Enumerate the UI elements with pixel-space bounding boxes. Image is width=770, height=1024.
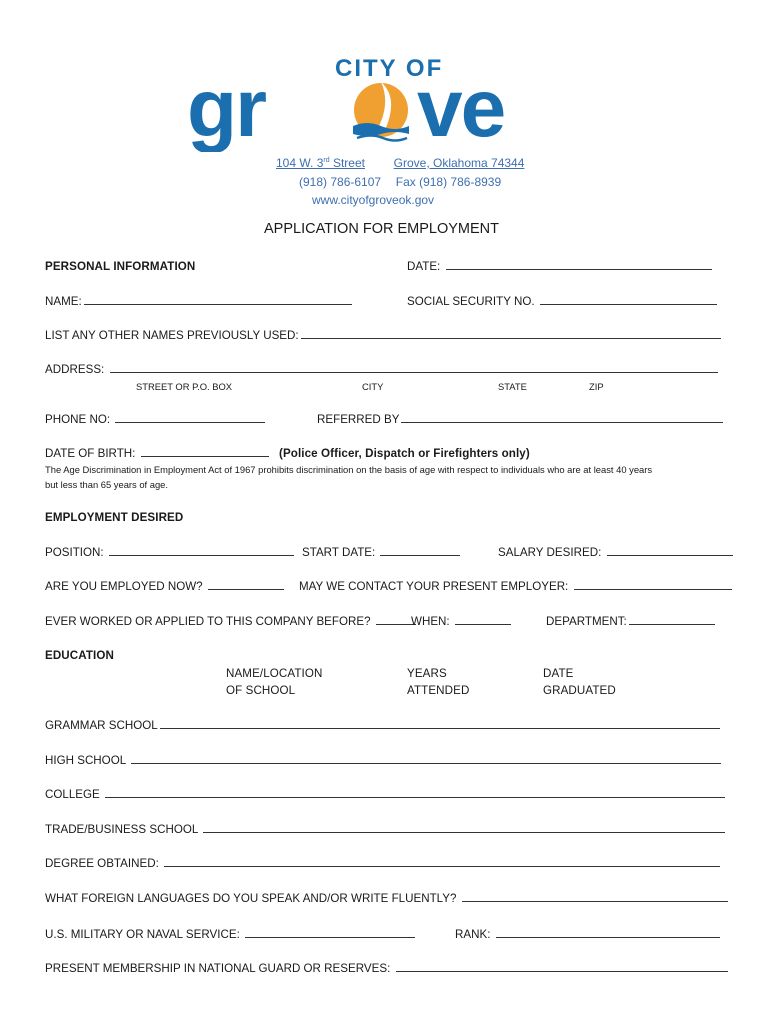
position-input-line[interactable] <box>109 554 294 556</box>
employed-now-input-line[interactable] <box>208 588 284 590</box>
department-label: DEPARTMENT: <box>546 615 627 628</box>
military-field[interactable] <box>45 928 415 941</box>
header-address-line <box>276 156 524 170</box>
salary-input-line[interactable] <box>607 554 733 556</box>
col-date-line-2: GRADUATED <box>543 684 616 697</box>
other-names-field[interactable] <box>45 329 721 342</box>
dob-label: DATE OF BIRTH: <box>45 447 136 460</box>
phone-input-line[interactable] <box>115 421 265 423</box>
college-field[interactable] <box>45 788 725 801</box>
address-sub-street: STREET OR P.O. BOX <box>136 381 233 392</box>
high-school-label: HIGH SCHOOL <box>45 754 126 767</box>
form-title: APPLICATION FOR EMPLOYMENT <box>264 221 499 237</box>
salary-field[interactable] <box>498 546 733 559</box>
fax-number: Fax (918) 786-8939 <box>395 175 502 189</box>
salary-label: SALARY DESIRED: <box>498 546 602 559</box>
city-state-zip[interactable]: Grove, Oklahoma 74344 <box>393 156 525 170</box>
national-guard-field[interactable] <box>45 962 728 975</box>
degree-input-line[interactable] <box>164 865 720 867</box>
age-notice-line-2: but less than 65 years of age. <box>45 479 168 490</box>
address-sub-zip: ZIP <box>589 381 604 392</box>
when-label: WHEN: <box>411 615 450 628</box>
department-input-line[interactable] <box>629 623 715 625</box>
trade-school-label: TRADE/BUSINESS SCHOOL <box>45 823 198 836</box>
referred-label: REFERRED BY <box>317 413 400 426</box>
date-field[interactable] <box>407 260 712 273</box>
national-guard-label: PRESENT MEMBERSHIP IN NATIONAL GUARD OR RESERVES: <box>45 962 391 975</box>
worked-before-label: EVER WORKED OR APPLIED TO THIS COMPANY BEFORE? <box>45 615 371 628</box>
logo-city-of-text: CITY OF <box>335 55 444 82</box>
city-logo <box>185 52 585 152</box>
worked-before-input-line[interactable] <box>376 623 416 625</box>
phone-field[interactable] <box>45 413 265 426</box>
grammar-school-input-line[interactable] <box>160 727 720 729</box>
languages-input-line[interactable] <box>462 900 728 902</box>
military-input-line[interactable] <box>245 936 415 938</box>
col-years-line-2: ATTENDED <box>407 684 470 697</box>
date-input-line[interactable] <box>446 268 712 270</box>
dob-input-line[interactable] <box>141 455 269 457</box>
header-phone-line <box>299 175 501 189</box>
logo-ve-text: ve <box>417 63 505 152</box>
employment-heading: EMPLOYMENT DESIRED <box>45 511 184 524</box>
referred-input-line[interactable] <box>401 421 723 423</box>
education-heading: EDUCATION <box>45 649 114 662</box>
contact-employer-input-line[interactable] <box>574 588 732 590</box>
start-date-field[interactable] <box>302 546 460 559</box>
dob-field[interactable] <box>45 447 269 460</box>
national-guard-input-line[interactable] <box>396 970 728 972</box>
phone-number: (918) 786-6107 <box>299 175 382 189</box>
website-link[interactable]: www.cityofgroveok.gov <box>312 193 435 207</box>
when-input-line[interactable] <box>455 623 511 625</box>
address-sub-city: CITY <box>362 381 384 392</box>
grammar-school-field[interactable] <box>45 719 720 732</box>
when-field[interactable] <box>411 615 511 628</box>
trade-school-input-line[interactable] <box>203 831 725 833</box>
contact-employer-label: MAY WE CONTACT YOUR PRESENT EMPLOYER: <box>299 580 569 593</box>
degree-field[interactable] <box>45 857 720 870</box>
dob-note: (Police Officer, Dispatch or Firefighters only) <box>279 447 530 460</box>
position-field[interactable] <box>45 546 294 559</box>
rank-input-line[interactable] <box>496 936 720 938</box>
rank-field[interactable] <box>455 928 720 941</box>
street-address[interactable]: 104 W. 3rd Street <box>276 156 365 170</box>
ssn-field[interactable] <box>407 295 717 308</box>
address-field[interactable] <box>45 363 718 376</box>
trade-school-field[interactable] <box>45 823 725 836</box>
phone-label: PHONE NO: <box>45 413 111 426</box>
name-field[interactable] <box>45 295 352 308</box>
personal-info-heading: PERSONAL INFORMATION <box>45 260 196 273</box>
date-label: DATE: <box>407 260 441 273</box>
languages-field[interactable] <box>45 892 728 905</box>
military-label: U.S. MILITARY OR NAVAL SERVICE: <box>45 928 240 941</box>
age-notice-line-1: The Age Discrimination in Employment Act of 1967 prohibits discrimination on the basis of age with respect to individuals who are at least 40 years <box>45 464 653 475</box>
position-label: POSITION: <box>45 546 104 559</box>
name-input-line[interactable] <box>84 303 352 305</box>
rank-label: RANK: <box>455 928 491 941</box>
address-label: ADDRESS: <box>45 363 105 376</box>
college-label: COLLEGE <box>45 788 100 801</box>
col-years-line-1: YEARS <box>407 667 447 680</box>
address-input-line[interactable] <box>110 371 718 373</box>
college-input-line[interactable] <box>105 796 725 798</box>
employed-now-label: ARE YOU EMPLOYED NOW? <box>45 580 203 593</box>
start-date-input-line[interactable] <box>380 554 460 556</box>
name-label: NAME: <box>45 295 82 308</box>
languages-label: WHAT FOREIGN LANGUAGES DO YOU SPEAK AND/OR WRITE FLUENTLY? <box>45 892 457 905</box>
employed-now-field[interactable] <box>45 580 284 593</box>
other-names-input-line[interactable] <box>301 337 721 339</box>
other-names-label: LIST ANY OTHER NAMES PREVIOUSLY USED: <box>45 329 299 342</box>
city-logo-graphic <box>185 52 585 152</box>
ssn-label: SOCIAL SECURITY NO. <box>407 295 535 308</box>
high-school-input-line[interactable] <box>131 762 721 764</box>
department-field[interactable] <box>546 615 715 628</box>
worked-before-field[interactable] <box>45 615 416 628</box>
col-date-line-1: DATE <box>543 667 574 680</box>
contact-employer-field[interactable] <box>299 580 732 593</box>
ssn-input-line[interactable] <box>540 303 717 305</box>
referred-field[interactable] <box>317 413 723 426</box>
address-sub-state: STATE <box>498 381 527 392</box>
degree-label: DEGREE OBTAINED: <box>45 857 159 870</box>
logo-gr-text: gr <box>187 63 265 152</box>
grammar-school-label: GRAMMAR SCHOOL <box>45 719 158 732</box>
start-date-label: START DATE: <box>302 546 376 559</box>
high-school-field[interactable] <box>45 754 721 767</box>
col-name-line-1: NAME/LOCATION <box>226 667 323 680</box>
col-name-line-2: OF SCHOOL <box>226 684 296 697</box>
